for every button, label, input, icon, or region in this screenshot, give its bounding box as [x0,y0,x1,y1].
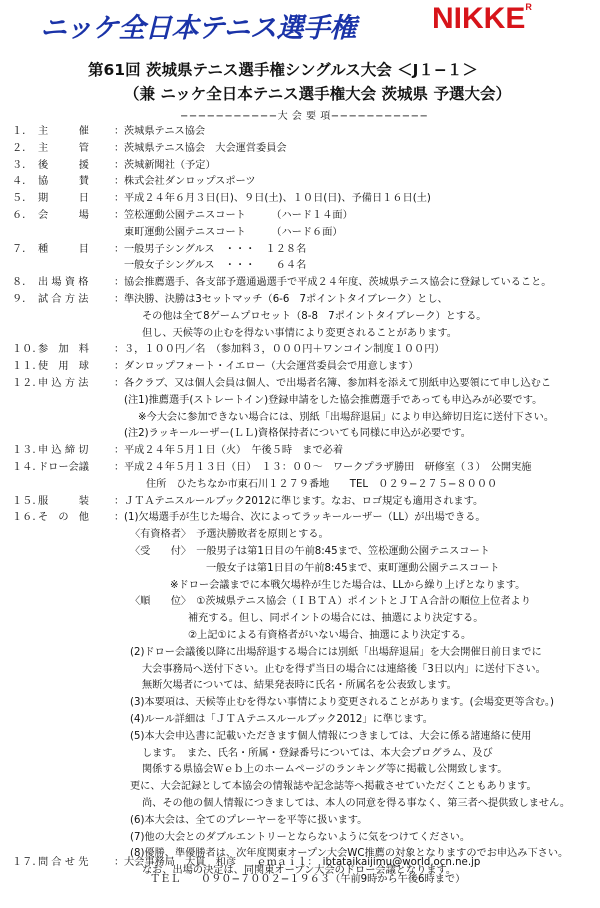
item-value: ＪＴＡテニスルールブック2012に準じます。なお、ロゴ規定も適用されます。 [124,495,484,507]
text-line: その他は全て8ゲームプロセット（8-8 7ポイントタイブレーク）とする。 [142,310,487,322]
page-subtitle: （兼 ニッケ全日本テニス選手権大会 茨城県 予選大会） [124,85,511,103]
text-line: ②上記①による有資格者がいない場合、抽選により決定する。 [188,630,472,641]
item-colon: ： [114,462,125,473]
item-number: １３. [12,445,36,457]
brand-logo-text: ニッケ全日本テニス選手権 [40,13,356,44]
item-number: １０. [12,344,36,356]
item-value: 一般女子シングルス ・・・ ６４名 [124,260,307,272]
item-label: 使 用 球 [38,361,89,373]
text-line: (注2)ラッキールーザー(ＬＬ)資格保持者についても同様に申込が必要です。 [124,428,471,440]
text-line: 関係する県協会Ｗｅｂ上のホームページのランキング等に掲載し公開致します。 [142,764,508,776]
text-line: (2)ドロー会議後以降に出場辞退する場合には別紙「出場辞退届」を大会開催日前日までに [130,646,542,658]
item-value: ダンロップフォート・イエロー（大会運営委員会で用意します） [124,361,419,373]
text-line: なお、出場の決定は、同関東オープン大会のドロー会議となります。 [142,865,457,877]
item-value: 準決勝、決勝は3セットマッチ（6-6 7ポイントタイブレーク）とし、 [124,294,448,305]
item-colon: ： [114,277,125,289]
item-colon: ： [114,857,125,868]
item-colon: ： [114,378,125,389]
text-line: (4)ルール詳細は「ＪＴＡテニスルールブック2012」に準じます。 [130,714,433,725]
item-number: １７. [12,857,36,868]
item-value: ３，１００円／名 （参加料３，０００円＋ワンコイン制度１００円） [124,344,445,356]
item-label: 会 場 [38,210,89,221]
item-label: 申 込 締 切 [38,445,89,457]
page-title: 第61回 茨城県テニス選手権シングルス大会 ＜J１−１＞ [88,61,478,79]
item-label: 主 催 [38,126,89,137]
text-line: ＴＥＬ ０９０−７００２−１９６３（午前9時から午後6時まで） [150,874,466,885]
item-value: 茨城県テニス協会 大会運営委員会 [124,142,287,154]
text-line: 尚、その他の個人情報につきましては、本人の同意を得る事なく、第三者へ提供致しません。 [142,798,571,809]
item-label: そ の 他 [38,512,89,524]
item-label: 申 込 方 法 [38,378,89,389]
text-line: 更に、大会記録として本協会の情報誌や記念誌等へ掲載させていただくこともあります。 [130,781,537,793]
item-number: ８. [12,277,26,289]
item-colon: ： [114,126,125,137]
item-colon: ： [114,176,125,188]
item-label: 試 合 方 法 [38,294,89,305]
text-line: ※今大会に参加できない場合には、別紙「出場辞退届」により申込締切日迄に送付下さい。 [138,411,555,423]
item-label: 主 管 [38,142,89,154]
text-line: 無断欠場者については、結果発表時に氏名・所属名を公表致します。 [142,680,457,692]
item-value: (1)欠場選手が生じた場合、次によってラッキールーザー（LL）が出場できる。 [124,512,486,524]
item-colon: ： [114,210,125,221]
text-line: 住所 ひたちなか市東石川１２７９番地 TEL ０２９−２７５−８０００ [146,478,498,490]
text-line: 〈有資格者〉 予選決勝敗者を原則とする。 [130,529,329,541]
item-value: 平成２４年６月３日(日)、９日(土)、１０日(日)、予備日１６日(土) [124,193,431,205]
item-number: １. [12,126,26,137]
item-label: 期 日 [38,193,89,205]
item-colon: ： [114,294,125,305]
section-heading: −−−−−−−−−−−大 会 要 項−−−−−−−−−−− [180,111,429,122]
text-line: (6)本大会は、全てのプレーヤーを平等に扱います。 [130,814,368,826]
item-colon: ： [114,193,125,205]
item-number: ９. [12,294,26,305]
item-colon: ： [114,344,125,356]
item-colon: ： [114,243,125,255]
item-number: １５. [12,495,36,507]
nikke-logo [432,2,532,36]
item-colon: ： [114,445,125,457]
header [0,0,600,56]
item-colon: ： [114,512,125,524]
text-line: (3)本要項は、天候等止むを得ない事情により変更されることがあります。(会場変更等含む。) [130,697,554,709]
item-colon: ： [114,361,125,373]
item-number: ７. [12,243,26,255]
item-value: 平成２４年５月１３日（日） １３：００〜 ワークプラザ勝田 研修室（３） 公開実施 [124,462,532,473]
text-line: 補充する。但し、同ポイントの場合には、抽選により決定する。 [188,613,484,625]
nikke-logo-text: NIKKE [432,2,526,35]
item-value: 東町運動公園テニスコート （ハード６面） [124,226,343,238]
item-value: 茨城新聞社（予定） [124,159,216,171]
item-label: 出 場 資 格 [38,277,89,289]
item-number: １６. [12,512,36,524]
item-colon: ： [114,495,125,507]
item-number: ２. [12,142,26,154]
text-line: (注1)推薦選手(ストレートイン)登録申請をした協会推薦選手であっても申込みが必要です。 [124,394,543,406]
item-value: 大会事務局 大貫 和彦 ｅｍａｉｌ： ibtataikaijimu@world.ocn.ne.jp [124,857,481,868]
text-line: 但し、天候等の止むを得ない事情により変更されることがあります。 [142,327,457,339]
item-label: 参 加 料 [38,344,89,356]
registered-mark: R [525,2,532,12]
item-value: 株式会社ダンロップスポーツ [124,176,256,188]
item-number: ５. [12,193,26,205]
item-value: 平成２４年５月１日（火） 午後５時 まで必着 [124,445,344,457]
text-line: 大会事務局へ送付下さい。止むを得ず当日の場合には連絡後「3日以内」に送付下さい。 [142,663,546,675]
text-line: 一般女子は第1日目の午前8:45まで、東町運動公園テニスコート [206,562,500,574]
item-colon: ： [114,159,125,171]
item-value: 各クラブ、又は個人会員は個人、で出場者名簿、参加料を添えて別紙申込要領にて申し込むこ [124,378,552,389]
item-label: 協 賛 [38,176,89,188]
item-colon: ： [114,142,125,154]
item-number: １２. [12,378,36,389]
item-value: 茨城県テニス協会 [124,126,206,137]
text-line: 〈順 位〉 ①茨城県テニス協会（ＩＢＴＡ）ポイントとＪＴＡ合計の順位上位者より [130,596,531,608]
text-line: (7)他の大会とのダブルエントリーとならないように気をつけてください。 [130,831,471,843]
item-label: 問 合 せ 先 [38,857,89,868]
item-label: 種 目 [38,243,89,255]
item-label: 服 装 [38,495,89,507]
text-line: 〈受 付〉 一般男子は第1日目の午前8:45まで、笠松運動公園テニスコート [130,546,490,557]
item-value: 一般男子シングルス ・・・ １２８名 [124,243,307,255]
item-value: 協会推薦選手、各支部予選通過選手で平成２４年度、茨城県テニス協会に登録していること。 [124,277,552,289]
item-label: ドロー会議 [38,462,89,473]
item-number: ３. [12,159,26,171]
item-label: 後 援 [38,159,89,171]
item-number: １４. [12,462,36,473]
item-number: ６. [12,210,26,221]
item-number: ４. [12,176,26,188]
text-line: ※ドロー会議までに本戦欠場枠が生じた場合は、LLから繰り上げとなります。 [170,579,526,591]
item-value: 笠松運動公園テニスコート （ハード１４面） [124,210,353,221]
text-line: します。 また、氏名・所属・登録番号については、本大会プログラム、及び [142,747,493,759]
text-line: (5)本大会申込書に記載いただきます個人情報につきましては、大会に係る諸連絡に使用 [130,730,532,742]
text-line: (8)優勝、準優勝者は、次年度関東オープン大会WC推薦の対象となりますのでお申込み下さい。 [130,848,569,860]
item-number: １１. [12,361,36,373]
